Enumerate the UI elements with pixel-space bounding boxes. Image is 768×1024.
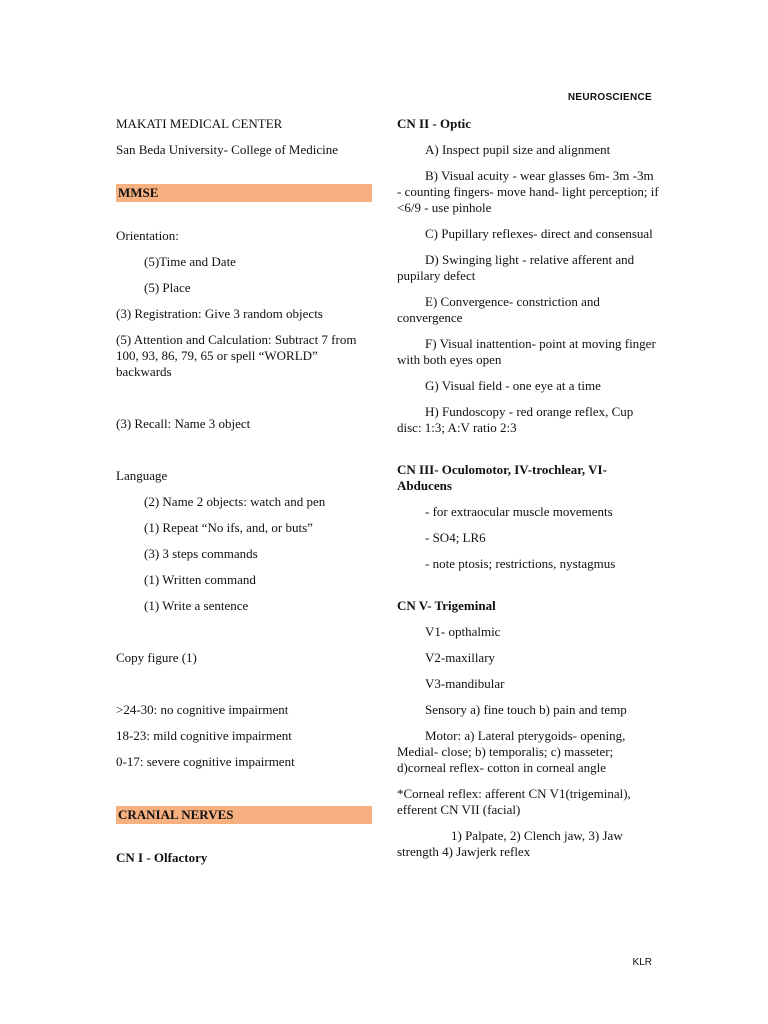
cn2-item: E) Convergence- constriction and convergence (397, 294, 600, 325)
cn3-item: - for extraocular muscle movements (425, 504, 613, 519)
org-name: MAKATI MEDICAL CENTER (116, 116, 283, 131)
language-label: Language (116, 468, 168, 483)
cn3-heading: CN III- Oculomotor, IV-trochlear, VI-Abducens (397, 462, 607, 493)
cn2-item: C) Pupillary reflexes- direct and consensual (425, 226, 653, 241)
cn5-item: Sensory a) fine touch b) pain and temp (425, 702, 627, 717)
mmse-item-place: (5) Place (144, 280, 191, 295)
cn1-heading: CN I - Olfactory (116, 850, 208, 865)
language-item: (1) Write a sentence (144, 598, 249, 613)
language-item: (3) 3 steps commands (144, 546, 258, 561)
mmse-item-time-date: (5)Time and Date (144, 254, 236, 269)
language-item: (1) Repeat “No ifs, and, or buts” (144, 520, 313, 535)
score-range: 0-17: severe cognitive impairment (116, 754, 295, 769)
mmse-item-attention: (5) Attention and Calculation: Subtract 7 from 100, 93, 86, 79, 65 or spell “WORLD” backwards (116, 332, 357, 379)
score-range: 18-23: mild cognitive impairment (116, 728, 292, 743)
cn5-item: V1- opthalmic (425, 624, 501, 639)
corneal-reflex-note: *Corneal reflex: afferent CN V1(trigeminal), efferent CN VII (facial) (397, 786, 631, 817)
mmse-item-copy-figure: Copy figure (1) (116, 650, 197, 665)
cn2-item: D) Swinging light - relative afferent and pupilary defect (397, 252, 635, 283)
cn3-item: - SO4; LR6 (425, 530, 486, 545)
cn2-heading: CN II - Optic (397, 116, 472, 131)
org-college: San Beda University- College of Medicine (116, 142, 339, 157)
running-footer: KLR (632, 957, 652, 968)
cn2-item: A) Inspect pupil size and alignment (425, 142, 611, 157)
mmse-item-recall: (3) Recall: Name 3 object (116, 416, 251, 431)
score-range: >24-30: no cognitive impairment (116, 702, 289, 717)
right-column (397, 116, 659, 870)
cn5-heading: CN V- Trigeminal (397, 598, 496, 613)
cn5-item: V2-maxillary (425, 650, 496, 665)
left-column (116, 116, 374, 876)
cn2-item: G) Visual field - one eye at a time (425, 378, 601, 393)
cn3-item: - note ptosis; restrictions, nystagmus (425, 556, 616, 571)
cn2-item: B) Visual acuity - wear glasses 6m- 3m -3m - counting fingers- move hand- light perception; if <6/9 - use pinhole (397, 168, 659, 215)
language-item: (2) Name 2 objects: watch and pen (144, 494, 326, 509)
running-header: NEUROSCIENCE (567, 92, 652, 103)
section-header-mmse: MMSE (116, 184, 372, 202)
cn5-item: V3-mandibular (425, 676, 505, 691)
mmse-item-registration: (3) Registration: Give 3 random objects (116, 306, 323, 321)
language-item: (1) Written command (144, 572, 256, 587)
cn5-item: Motor: a) Lateral pterygoids- opening, Medial- close; b) temporalis; c) masseter; d)corneal reflex- cotton in corneal angle (397, 728, 626, 775)
orientation-label: Orientation: (116, 228, 179, 243)
jaw-exam-steps: 1) Palpate, 2) Clench jaw, 3) Jaw strength 4) Jawjerk reflex (397, 828, 623, 859)
section-header-cranial-nerves: CRANIAL NERVES (116, 806, 372, 824)
cn2-item: H) Fundoscopy - red orange reflex, Cup disc: 1:3; A:V ratio 2:3 (397, 404, 634, 435)
cn2-item: F) Visual inattention- point at moving finger with both eyes open (397, 336, 656, 367)
